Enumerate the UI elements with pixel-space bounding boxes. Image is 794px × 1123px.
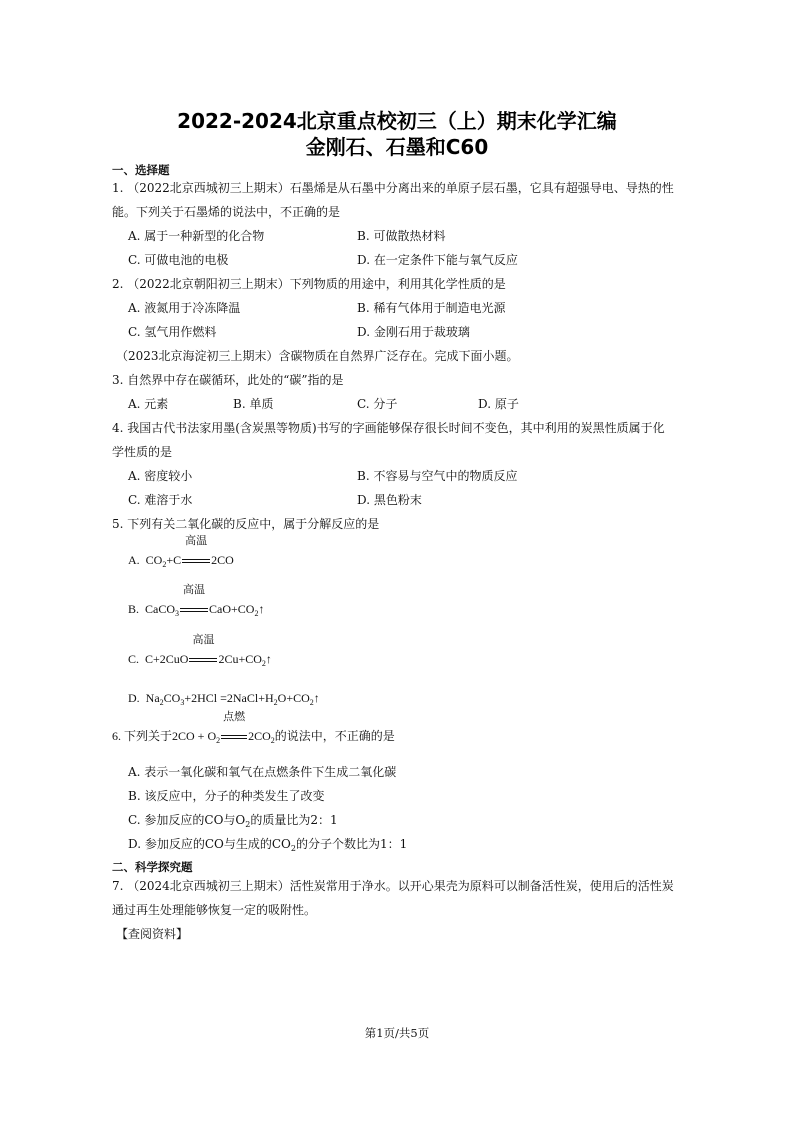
question-6-option-b: B. 该反应中，分子的种类发生了改变 bbox=[128, 789, 325, 803]
page-subtitle: 金刚石、石墨和C60 bbox=[305, 135, 489, 159]
question-5-stem: 5. 下列有关二氧化碳的反应中，属于分解反应的是 bbox=[112, 517, 380, 531]
question-6-option-a: A. 表示一氧化碳和氧气在点燃条件下生成二氧化碳 bbox=[128, 765, 397, 779]
question-6-suffix: 的说法中，不正确的是 bbox=[274, 729, 395, 743]
question-4-option-d: D. 黑色粉末 bbox=[357, 493, 422, 507]
question-group-intro: （2023北京海淀初三上期末）含碳物质在自然界广泛存在。完成下面小题。 bbox=[116, 349, 519, 363]
question-3-stem: 3. 自然界中存在碳循环，此处的“碳”指的是 bbox=[112, 373, 344, 387]
reaction-arrow bbox=[182, 535, 210, 569]
option-c-text: C. 参加反应的CO与O bbox=[128, 813, 246, 827]
question-5-option-a: A. $CO_2+C$ 高温 2CO bbox=[128, 535, 234, 569]
question-3-option-b: B. 单质 bbox=[233, 397, 274, 411]
question-2-option-b: B. 稀有气体用于制造电光源 bbox=[357, 301, 506, 315]
question-6-stem: 6. 下列关于$2CO + O_2$ 点燃 $2CO_2$的说法中，不正确的是 bbox=[112, 711, 395, 745]
question-5-option-d: D. $Na_2CO_3+2HCl$ $=2NaCl+H_2O+CO_2↑$ bbox=[128, 691, 320, 707]
question-6-option-c: C. 参加反应的CO与$O_2$的质量比为2：1 bbox=[128, 813, 338, 829]
question-7-stem-cont: 通过再生处理能够恢复一定的吸附性。 bbox=[112, 903, 317, 917]
question-4-option-b: B. 不容易与空气中的物质反应 bbox=[357, 469, 518, 483]
question-4-stem-cont: 学性质的是 bbox=[112, 445, 173, 459]
question-3-option-a: A. 元素 bbox=[128, 397, 169, 411]
question-6-option-d: D. 参加反应的CO与生成的$CO_2$的分子个数比为1：1 bbox=[128, 837, 408, 853]
question-7-subheading: 【查阅资料】 bbox=[116, 927, 189, 941]
reaction-condition: 点燃 bbox=[223, 711, 246, 723]
question-6-prefix: 6. 下列关于 bbox=[112, 729, 173, 743]
question-2-option-c: C. 氢气用作燃料 bbox=[128, 325, 217, 339]
page-footer: 第1页/共5页 bbox=[364, 1026, 430, 1040]
option-label: B. bbox=[128, 602, 140, 616]
section-heading-inquiry: 二、科学探究题 bbox=[112, 860, 193, 874]
option-d-text: D. 参加反应的CO与生成的CO bbox=[128, 837, 291, 851]
question-1-option-c: C. 可做电池的电极 bbox=[128, 253, 229, 267]
reaction-condition: 高温 bbox=[183, 584, 206, 596]
question-3-option-d: D. 原子 bbox=[478, 397, 519, 411]
question-2-stem: 2. （2022北京朝阳初三上期末）下列物质的用途中，利用其化学性质的是 bbox=[112, 277, 506, 291]
question-4-option-c: C. 难溶于水 bbox=[128, 493, 193, 507]
option-c-text-end: 的质量比为2：1 bbox=[250, 813, 338, 827]
question-2-option-d: D. 金刚石用于裁玻璃 bbox=[357, 325, 470, 339]
reaction-condition: 高温 bbox=[185, 535, 208, 547]
question-2-option-a: A. 液氮用于冷冻降温 bbox=[128, 301, 241, 315]
option-label: D. bbox=[128, 691, 140, 705]
question-4-option-a: A. 密度较小 bbox=[128, 469, 193, 483]
question-1-option-a: A. 属于一种新型的化合物 bbox=[128, 229, 265, 243]
reaction-arrow bbox=[221, 711, 247, 745]
question-7-stem: 7. （2024北京西城初三上期末）活性炭常用于净水。以开心果壳为原料可以制备活性炭，使用后的活性炭 bbox=[112, 879, 674, 893]
question-1-option-b: B. 可做散热材料 bbox=[357, 229, 446, 243]
question-1-option-d: D. 在一定条件下能与氧气反应 bbox=[357, 253, 518, 267]
option-label: C. bbox=[128, 652, 140, 666]
question-3-option-c: C. 分子 bbox=[357, 397, 398, 411]
question-1-stem-cont: 能。下列关于石墨烯的说法中，不正确的是 bbox=[112, 205, 341, 219]
question-5-option-b: B. CaCO$_3$ 高温 $CaO+CO_2↑$ bbox=[128, 584, 265, 618]
question-1-stem: 1. （2022北京西城初三上期末）石墨烯是从石墨中分离出来的单原子层石墨，它具有超强导电、导热的性 bbox=[112, 181, 674, 195]
section-heading-choice: 一、选择题 bbox=[112, 163, 170, 177]
reaction-arrow bbox=[180, 584, 208, 618]
question-4-stem: 4. 我国古代书法家用墨(含炭黑等物质)书写的字画能够保存很长时间不变色，其中利用的炭黑性质属于化 bbox=[112, 421, 665, 435]
option-label: A. bbox=[128, 553, 140, 567]
reaction-condition: 高温 bbox=[192, 634, 215, 646]
option-d-text-end: 的分子个数比为1：1 bbox=[295, 837, 408, 851]
question-5-option-c: C. C+2CuO 高温 $2Cu+CO_2↑$ bbox=[128, 634, 272, 668]
reaction-arrow bbox=[189, 634, 217, 668]
page-title: 2022-2024北京重点校初三（上）期末化学汇编 bbox=[177, 109, 617, 133]
